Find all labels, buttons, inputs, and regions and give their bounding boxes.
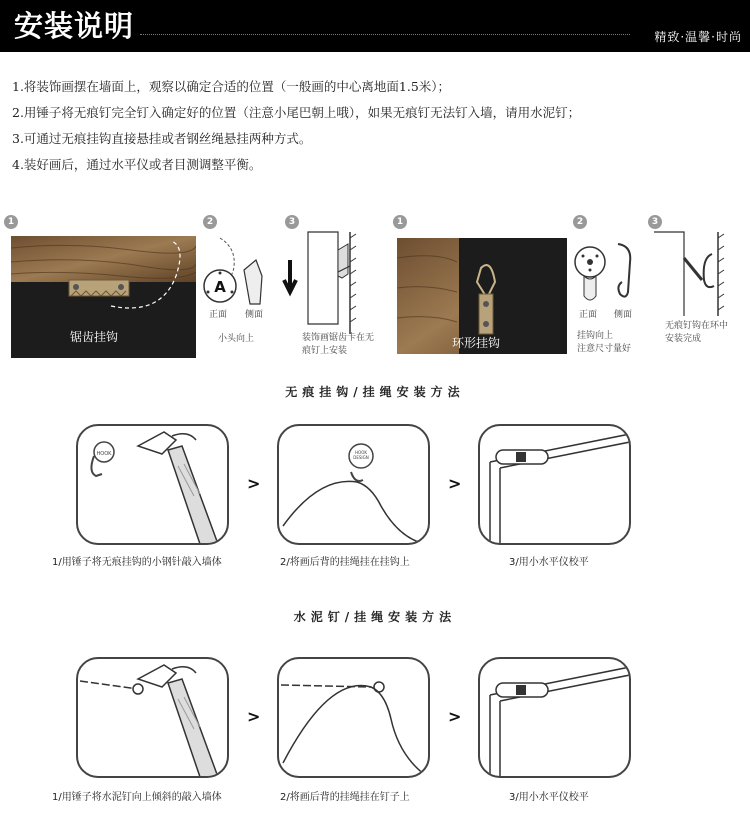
ring-side-label: 侧面 [614, 310, 633, 320]
ring-front-side-diagram [570, 236, 640, 306]
sawtooth-step-number-3: 3 [285, 215, 299, 229]
section2-panel-level [478, 657, 631, 778]
sawtooth-hook-panel [0, 210, 385, 360]
sawtooth-install-diagram [280, 228, 365, 338]
ring-step-number-3: 3 [648, 215, 662, 229]
sawtooth-small-head-up: 小头向上 [218, 334, 255, 344]
instruction-steps [12, 74, 742, 178]
step-1: 1.将装饰画摆在墙面上，观察以确定合适的位置（一般画的中心离地面1.5米）； [12, 79, 451, 94]
sawtooth-front-side-diagram [198, 236, 268, 306]
sawtooth-install-note-line2: 痕钉上安装 [302, 346, 348, 356]
section2-title: 水泥钉/挂绳安装方法 [293, 610, 457, 624]
svg-text:A: A [214, 278, 226, 296]
ring-done-line2: 安装完成 [665, 334, 702, 344]
section1-panel-hammer-hook [76, 424, 229, 545]
section2-caption-2: 2/将画后背的挂绳挂在钉子上 [280, 792, 410, 803]
section1-panel-hang-rope [277, 424, 430, 545]
ring-front-label: 正面 [579, 310, 598, 320]
sawtooth-step-number-2: 2 [203, 215, 217, 229]
sawtooth-step-number-1: 1 [4, 215, 18, 229]
section1-arrow-2: > [448, 474, 462, 493]
header-tagline: 精致·温馨·时尚 [654, 30, 742, 44]
svg-text:HOOK: HOOK [355, 450, 367, 455]
ring-install-diagram [646, 228, 736, 318]
section1-title: 无痕挂钩/挂绳安装方法 [285, 385, 465, 399]
section2-caption-3: 3/用小水平仪校平 [509, 792, 589, 803]
page-title: 安装说明 [14, 9, 135, 43]
section2-caption-1: 1/用锤子将水泥钉向上倾斜的敲入墙体 [52, 792, 222, 803]
ring-step-number-1: 1 [393, 215, 407, 229]
section1-panel-level [478, 424, 631, 545]
ring-photo-label: 环形挂钩 [452, 336, 501, 350]
sawtooth-install-note-line1: 装饰画锯齿卡在无 [302, 333, 375, 343]
section1-caption-1: 1/用锤子将无痕挂钩的小钢针敲入墙体 [52, 557, 222, 568]
header-bar [0, 0, 750, 52]
section2-arrow-2: > [448, 707, 462, 726]
ring-hook-up-line1: 挂钩向上 [577, 331, 614, 341]
step-3: 3.可通过无痕挂钩直接悬挂或者钢丝绳悬挂两种方式。 [12, 131, 312, 146]
ring-step-number-2: 2 [573, 215, 587, 229]
ring-hook-up-line2: 注意尺寸量好 [577, 344, 632, 354]
header-dotted-line [140, 34, 630, 35]
section2-panel-hammer-nail [76, 657, 229, 778]
section1-caption-3: 3/用小水平仪校平 [509, 557, 589, 568]
section1-caption-2: 2/将画后背的挂绳挂在挂钩上 [280, 557, 410, 568]
sawtooth-photo-label: 锯齿挂钩 [70, 330, 119, 344]
step-4: 4.装好画后，通过水平仪或者目测调整平衡。 [12, 157, 262, 172]
svg-text:DESIGN: DESIGN [353, 455, 369, 460]
section2-panel-hang-rope [277, 657, 430, 778]
sawtooth-front-label: 正面 [209, 310, 228, 320]
step-2: 2.用锤子将无痕钉完全钉入确定好的位置（注意小尾巴朝上哦），如果无痕钉无法钉入墙，请用水泥钉； [12, 105, 581, 120]
sawtooth-side-label: 侧面 [245, 310, 264, 320]
ring-done-line1: 无痕钉钩在环中 [665, 321, 729, 331]
ring-hook-panel [390, 210, 750, 360]
section2-arrow-1: > [247, 707, 261, 726]
svg-text:HOOK: HOOK [96, 451, 112, 457]
section1-arrow-1: > [247, 474, 261, 493]
